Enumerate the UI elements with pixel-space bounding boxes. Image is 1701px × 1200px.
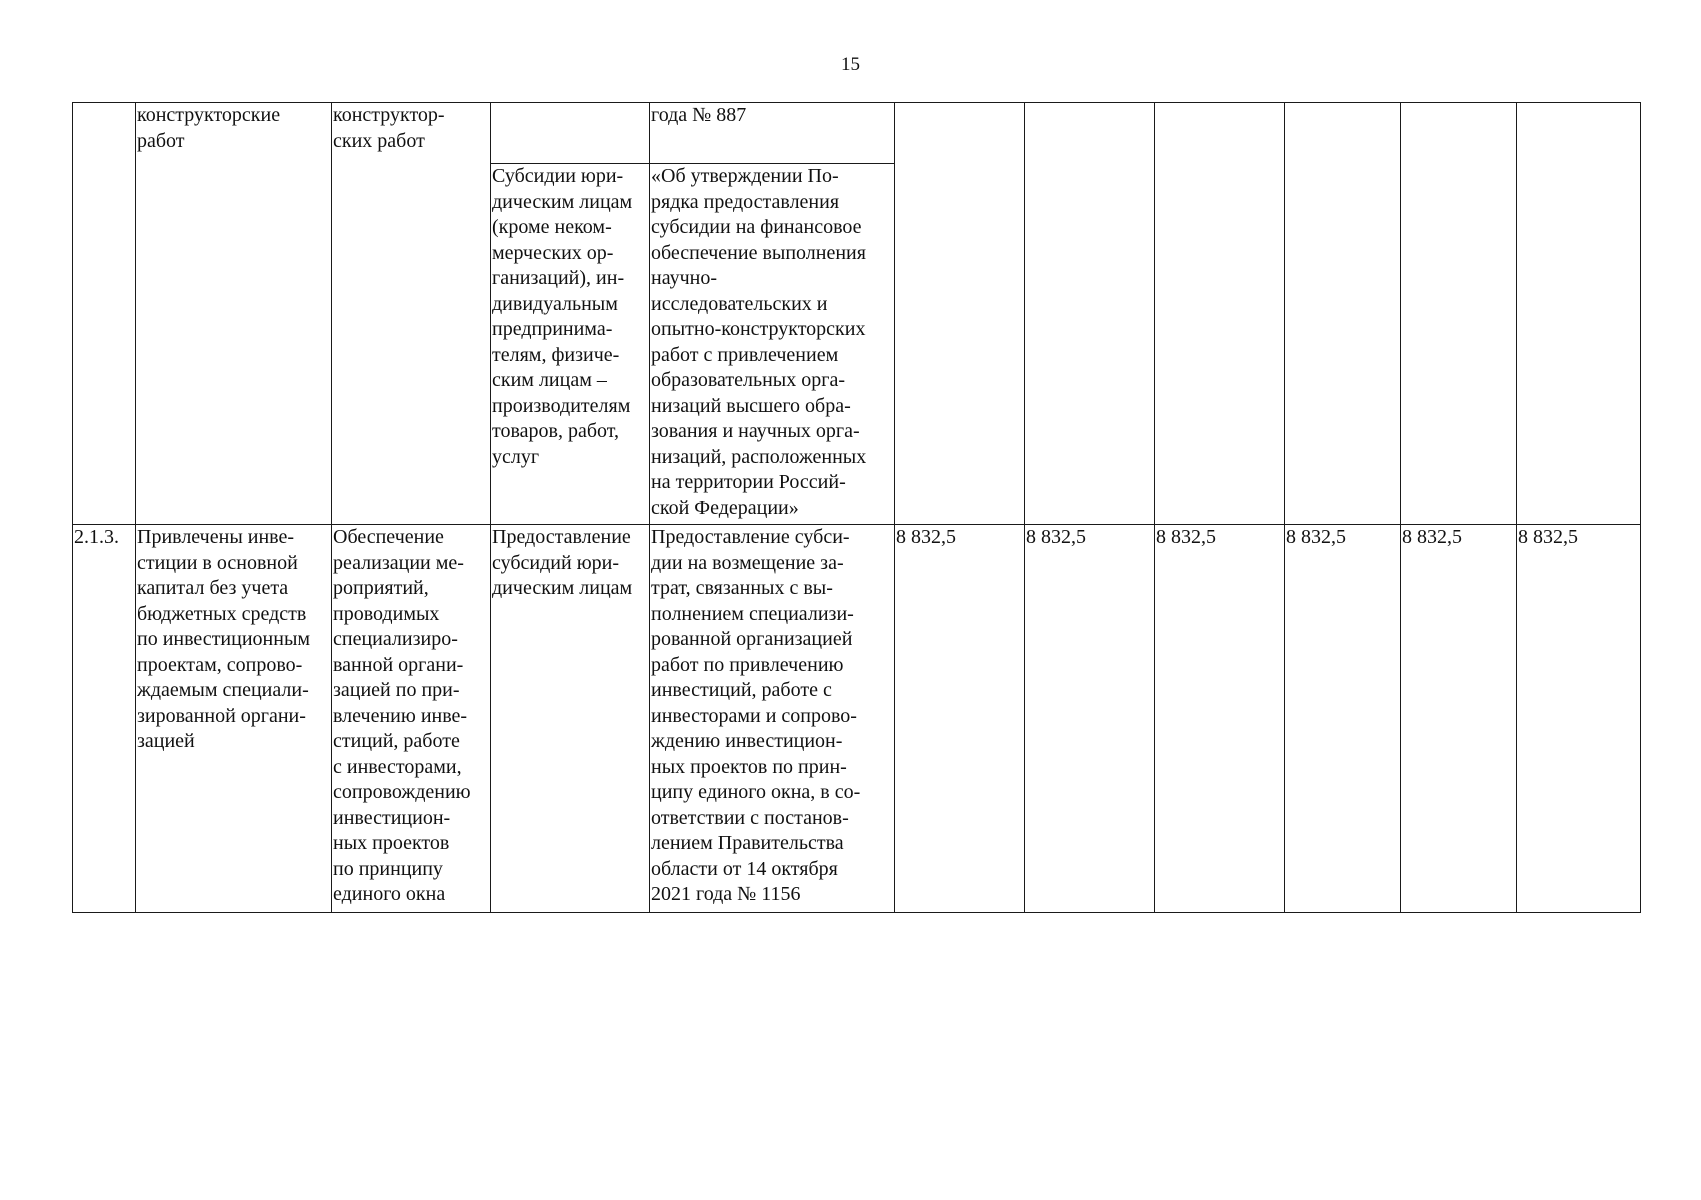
table-row-continuation <box>73 103 1641 164</box>
cell-value-4 <box>1285 103 1401 525</box>
cell-support-type: Предоставление субсидий юри- дическим лицам <box>491 525 650 913</box>
cell-indicator: конструкторские работ <box>136 103 332 525</box>
cell-value-4: 8 832,5 <box>1285 525 1401 913</box>
cell-value-5 <box>1401 103 1517 525</box>
cell-legal-act-top: года № 887 <box>650 103 895 164</box>
cell-measure: Обеспечение реализации ме- роприятий, проводимых специализиро- ванной органи- зацией по при- влечению инве- стиций, работе с инвесторами, сопровождению инвестицион- ных проектов по принципу единого окна <box>332 525 491 913</box>
measures-table <box>72 102 1641 913</box>
cell-support-type-bottom: Субсидии юри- дическим лицам (кроме неком- мерческих ор- ганизаций), ин- дивидуальным предпринима- телям, физиче- ским лицам – производителям товаров, работ, услуг <box>491 164 650 525</box>
cell-value-6: 8 832,5 <box>1517 525 1641 913</box>
table-row-2-1-3 <box>73 525 1641 913</box>
cell-value-3: 8 832,5 <box>1155 525 1285 913</box>
cell-legal-act: Предоставление субси- дии на возмещение за- трат, связанных с вы- полнением специализи- рованной организацией работ по привлечению инвестиций, работе с инвесторами и сопрово- ждению инвестицион- ных проектов по прин- ципу единого окна, в со- ответствии с постанов- лением Правительства области от 14 октября 2021 года № 1156 <box>650 525 895 913</box>
cell-legal-act-bottom: «Об утверждении По- рядка предоставления субсидии на финансовое обеспечение выполнения научно- исследовательских и опытно-конструкторских работ с привлечением образовательных орга- низаций высшего обра- зования и научных орга- низаций, расположенных на территории Россий- ской Федерации» <box>650 164 895 525</box>
page-number: 15 <box>841 54 860 75</box>
cell-value-1: 8 832,5 <box>895 525 1025 913</box>
cell-value-2 <box>1025 103 1155 525</box>
cell-value-1 <box>895 103 1025 525</box>
cell-value-5: 8 832,5 <box>1401 525 1517 913</box>
cell-value-2: 8 832,5 <box>1025 525 1155 913</box>
cell-value-6 <box>1517 103 1641 525</box>
cell-measure: конструктор- ских работ <box>332 103 491 525</box>
cell-number <box>73 103 136 525</box>
cell-number: 2.1.3. <box>73 525 136 913</box>
cell-value-3 <box>1155 103 1285 525</box>
cell-indicator: Привлечены инве- стиции в основной капитал без учета бюджетных средств по инвестиционным проектам, сопрово- ждаемым специали- зированной органи- зацией <box>136 525 332 913</box>
cell-support-type-top <box>491 103 650 164</box>
